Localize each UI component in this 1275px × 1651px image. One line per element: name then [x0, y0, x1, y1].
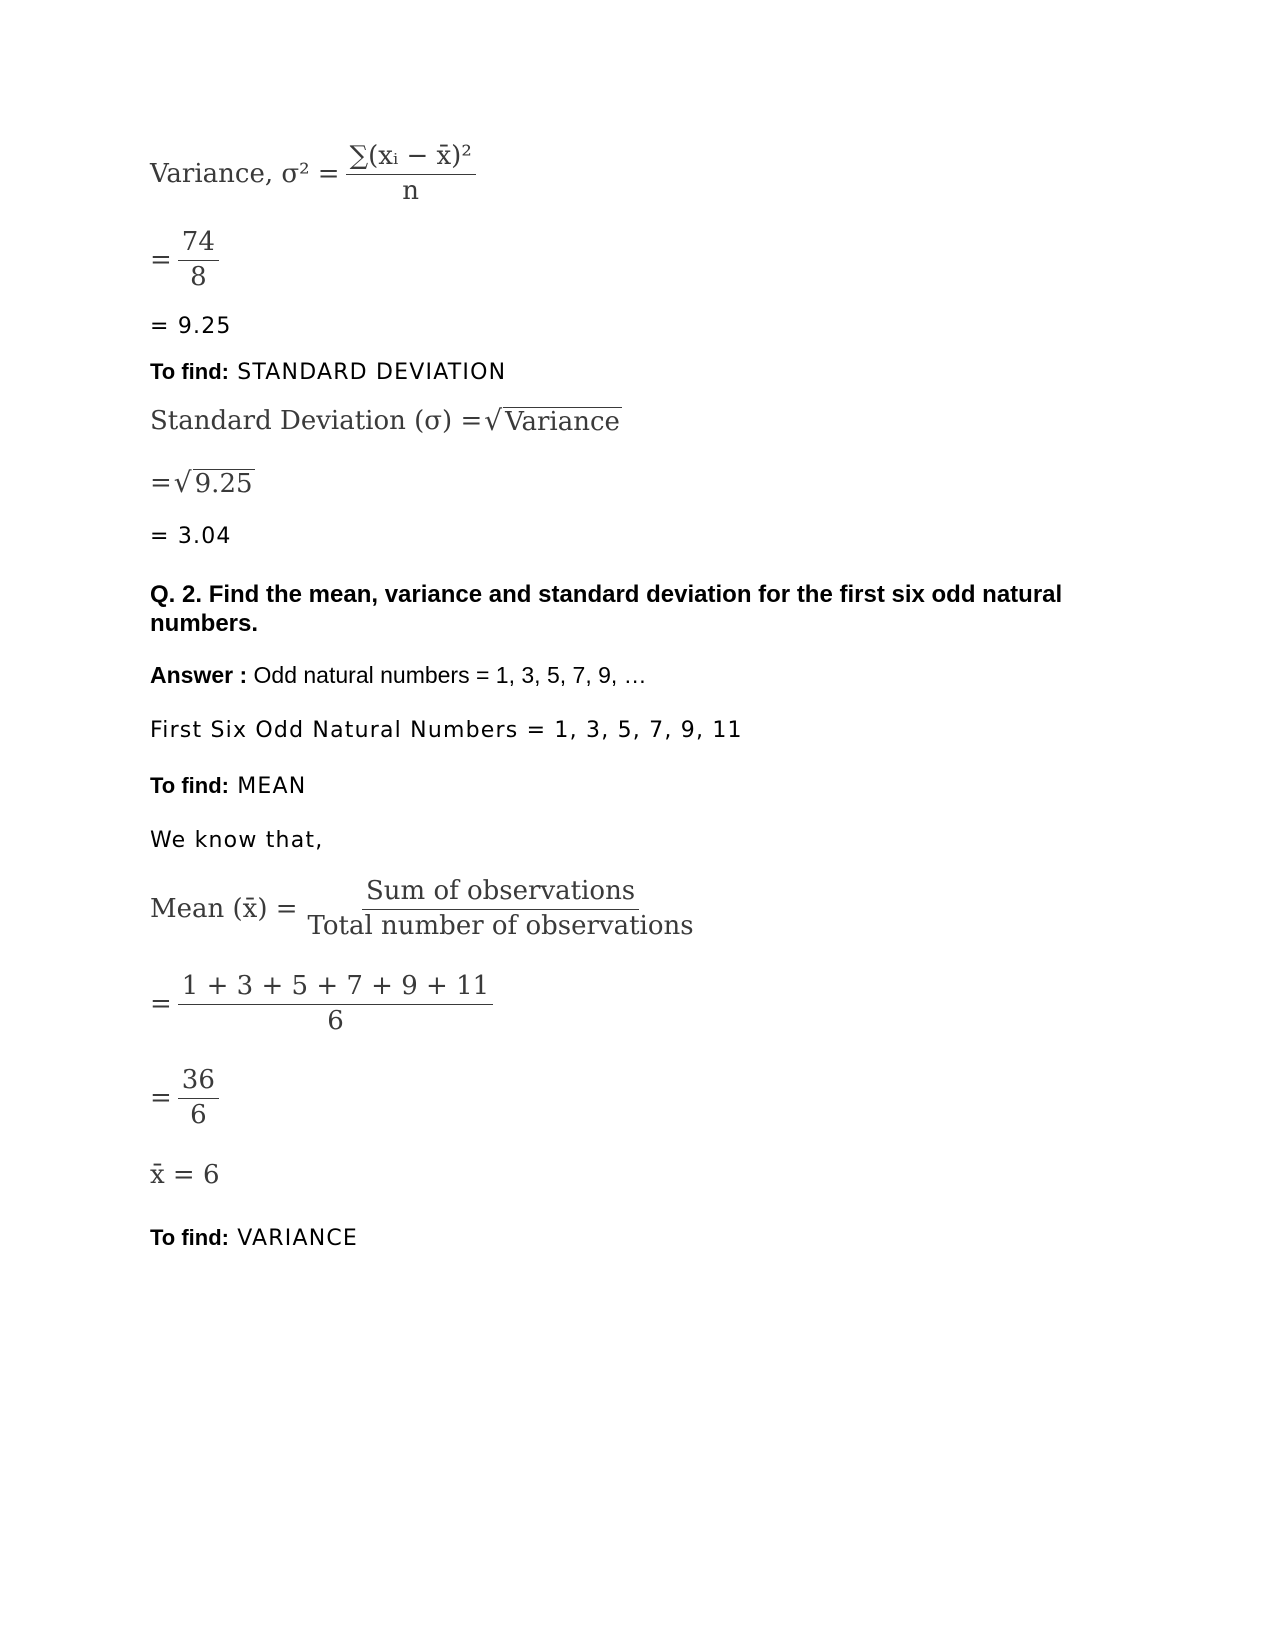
mean-denominator: Total number of observations	[307, 910, 694, 941]
sd-heading-text: STANDARD DEVIATION	[229, 360, 507, 385]
answer-label: Answer :	[150, 662, 248, 688]
question-2: Q. 2. Find the mean, variance and standard deviation for the first six odd natural numbers.	[150, 581, 1063, 637]
sd-formula	[150, 404, 622, 437]
sd-result: = 3.04	[150, 524, 232, 549]
variance-heading-text: VARIANCE	[229, 1226, 359, 1251]
mean-step1-fraction	[178, 972, 493, 1037]
variance-step-1	[150, 228, 223, 293]
variance-step-fraction	[178, 228, 219, 293]
mean-heading	[150, 773, 306, 799]
we-know-that: We know that,	[150, 828, 324, 853]
variance-numerator: ∑(xᵢ − x̄)²	[346, 142, 476, 175]
mean-step-1	[150, 972, 497, 1037]
equals-sign: =	[150, 989, 172, 1020]
variance-step-numerator: 74	[178, 228, 219, 261]
mean-fraction	[304, 877, 698, 942]
variance-heading-label: To find:	[150, 1225, 229, 1250]
equals-sign: =	[150, 245, 172, 276]
first-six-odd: First Six Odd Natural Numbers = 1, 3, 5, 7, 9, 11	[150, 718, 743, 743]
sd-step-1	[150, 466, 255, 499]
variance-fraction	[346, 142, 476, 207]
variance-result: = 9.25	[150, 314, 232, 339]
mean-formula-label: Mean (x̄) =	[150, 894, 298, 925]
radical-sign-icon: √	[484, 404, 503, 437]
mean-step2-numerator: 36	[178, 1066, 219, 1099]
answer-text: Odd natural numbers = 1, 3, 5, 7, 9, …	[247, 662, 647, 688]
variance-formula	[150, 142, 480, 207]
answer-line	[150, 662, 647, 689]
mean-numerator: Sum of observations	[362, 877, 639, 910]
mean-heading-text: MEAN	[229, 774, 307, 799]
equals-sign: =	[150, 467, 172, 498]
mean-heading-label: To find:	[150, 773, 229, 798]
sd-heading-label: To find:	[150, 359, 229, 384]
mean-step2-denominator: 6	[190, 1099, 207, 1130]
variance-heading	[150, 1225, 358, 1251]
sqrt-value	[174, 466, 255, 499]
sqrt-radicand: Variance	[505, 407, 620, 438]
variance-denominator: n	[402, 175, 420, 206]
mean-step1-denominator: 6	[327, 1005, 344, 1036]
mean-step1-numerator: 1 + 3 + 5 + 7 + 9 + 11	[178, 972, 493, 1005]
variance-step-denominator: 8	[190, 261, 207, 292]
mean-step2-fraction	[178, 1066, 219, 1131]
mean-result: x̄ = 6	[150, 1160, 220, 1190]
equals-sign: =	[150, 1083, 172, 1114]
sd-formula-label: Standard Deviation (σ) =	[150, 405, 483, 436]
mean-formula	[150, 877, 702, 942]
radical-sign-icon: √	[173, 466, 192, 499]
mean-step-2	[150, 1066, 223, 1131]
sd-heading	[150, 359, 506, 385]
sqrt-variance	[484, 404, 622, 437]
variance-formula-label: Variance, σ² =	[150, 159, 340, 190]
sqrt-radicand: 9.25	[194, 469, 253, 500]
